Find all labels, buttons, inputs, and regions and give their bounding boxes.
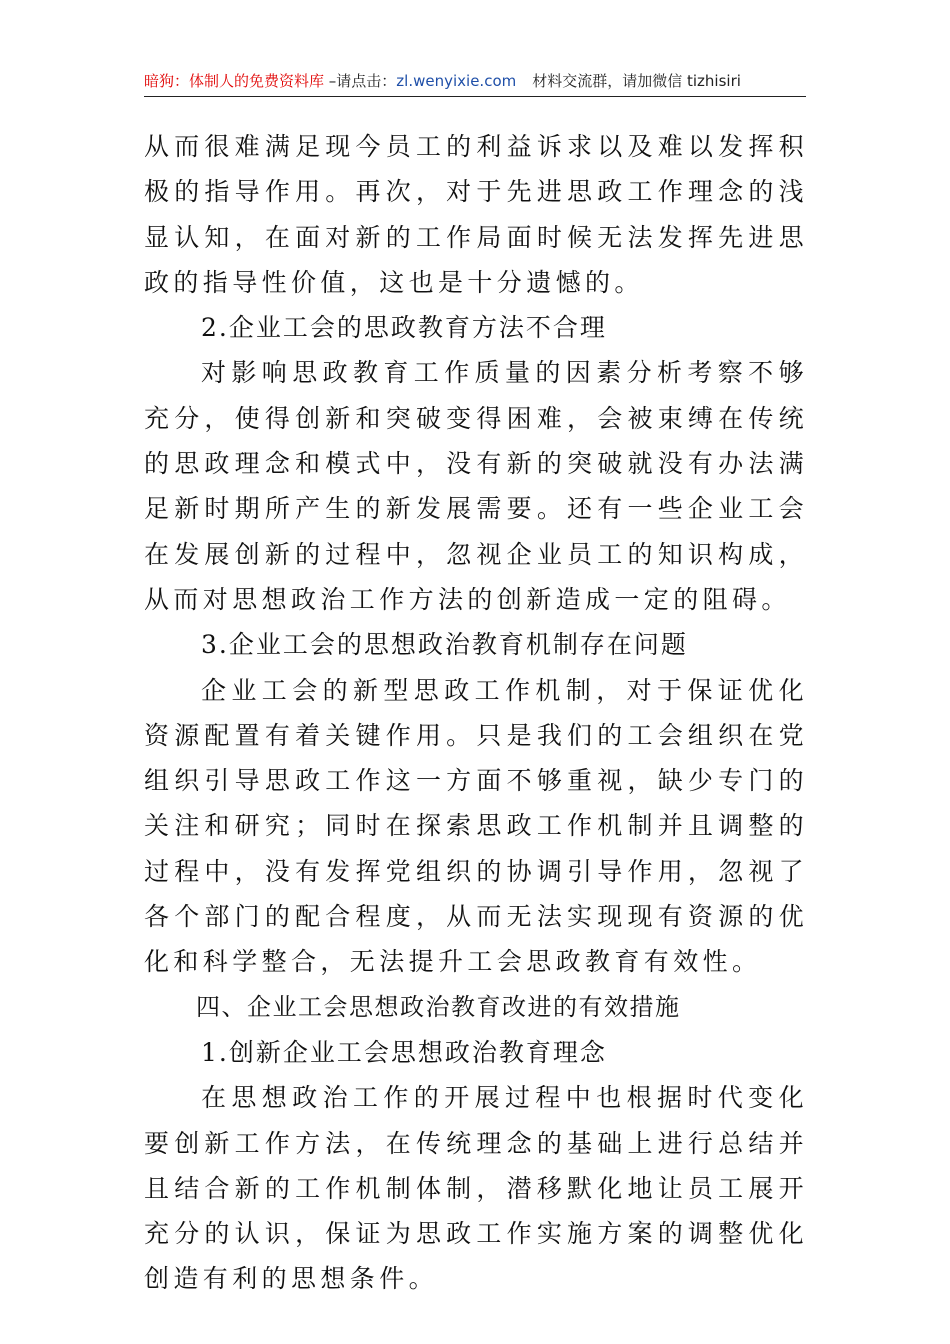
subheading-mechanism: 3.企业工会的思想政治教育机制存在问题: [201, 630, 688, 660]
page-header: [144, 66, 806, 97]
paragraph-mechanism: 企业工会的新型思政工作机制，对于保证优化资源配置有着关键作用。只是我们的工会组织在党组织引导思政工作这一方面不够重视，缺少专门的关注和研究；同时在探索思政工作机制并且调整的过程中，没有发挥党组织的协调引导作用，忽视了各个部门的配合程度，从而无法实现现有资源的优化和科学整合，无法提升工会思政教育有效性。: [144, 675, 808, 977]
paragraph-continued: 从而很难满足现今员工的利益诉求以及难以发挥积极的指导作用。再次，对于先进思政工作理念的浅显认知，在面对新的工作局面时候无法发挥先进思政的指导性价值，这也是十分遗憾的。: [144, 132, 808, 297]
header-wechat-note: 材料交流群，请加微信 tizhisiri: [532, 72, 741, 90]
document-body: [144, 124, 808, 1302]
header-click-prompt: –请点击：: [324, 72, 397, 90]
header-site-name: 暗狗：体制人的免费资料库: [144, 72, 325, 90]
paragraph-method: 对影响思政教育工作质量的因素分析考察不够充分，使得创新和突破变得困难，会被束缚在传统的思政理念和模式中，没有新的突破就没有办法满足新时期所产生的新发展需要。还有一些企业工会在发展创新的过程中，忽视企业员工的知识构成，从而对思想政治工作方法的创新造成一定的阻碍。: [144, 358, 808, 614]
section-heading-measures: 四、企业工会思想政治教育改进的有效措施: [196, 992, 681, 1021]
paragraph-concept: 在思想政治工作的开展过程中也根据时代变化要创新工作方法，在传统理念的基础上进行总结并且结合新的工作机制体制，潜移默化地让员工展开充分的认识，保证为思政工作实施方案的调整优化创造有利的思想条件。: [144, 1083, 808, 1294]
subheading-concept: 1.创新企业工会思想政治教育理念: [201, 1037, 607, 1067]
header-link[interactable]: zl.wenyixie.com: [396, 72, 517, 90]
subheading-method: 2.企业工会的思政教育方法不合理: [201, 313, 607, 343]
